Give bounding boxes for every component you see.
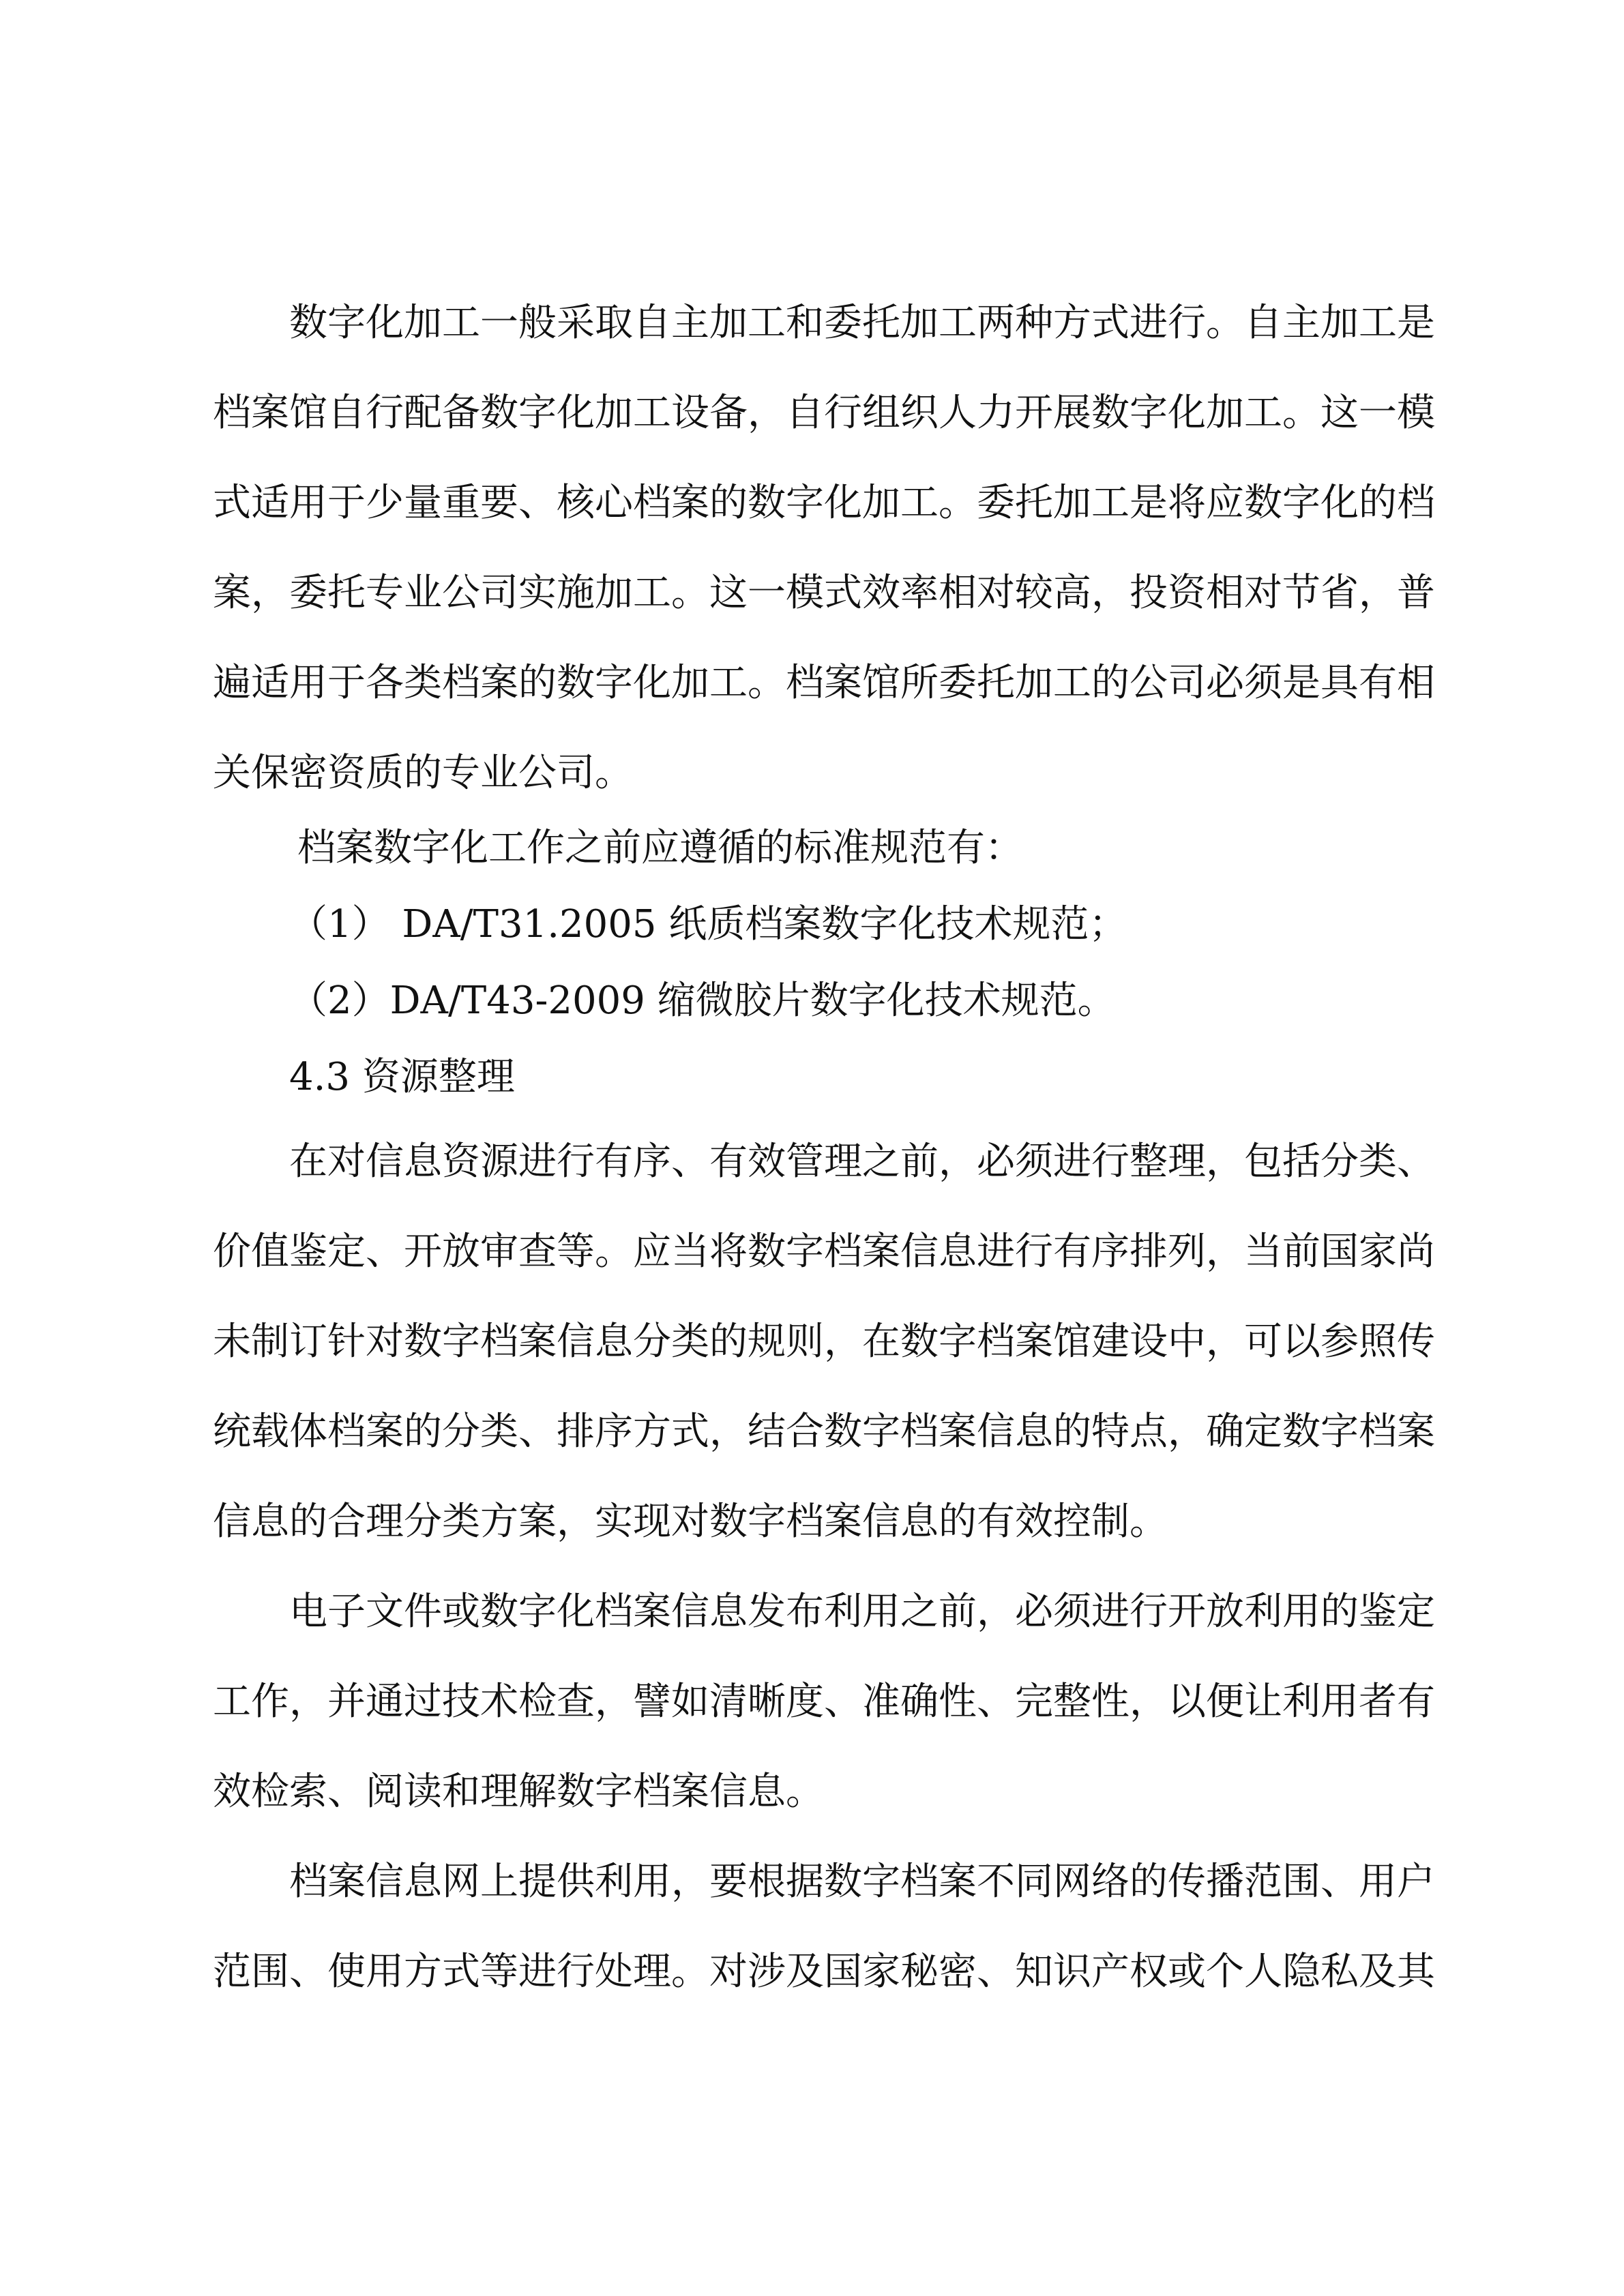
standard-item-1: （1） DA/T31.2005 纸质档案数字化技术规范； — [289, 902, 1127, 946]
standard-item-2: （2）DA/T43-2009 缩微胶片数字化技术规范。 — [289, 979, 1116, 1023]
paragraph-7-line-1: 档案信息网上提供利用，要根据数字档案不同网络的传播范围、用户 — [289, 1860, 1435, 1904]
paragraph-5-line-1: 在对信息资源进行有序、有效管理之前，必须进行整理，包括分类、 — [289, 1139, 1435, 1184]
paragraph-1-line-4: 案，委托专业公司实施加工。这一模式效率相对较高，投资相对节省，普 — [213, 571, 1435, 615]
paragraph-1-line-1: 数字化加工一般采取自主加工和委托加工两种方式进行。自主加工是 — [289, 301, 1435, 345]
paragraph-6-line-2: 工作，并通过技术检查，譬如清晰度、准确性、完整性，以便让利用者有 — [213, 1680, 1435, 1724]
paragraph-6-line-3: 效检索、阅读和理解数字档案信息。 — [213, 1770, 824, 1814]
paragraph-5-line-5: 信息的合理分类方案，实现对数字档案信息的有效控制。 — [213, 1500, 1168, 1544]
paragraph-7-line-2: 范围、使用方式等进行处理。对涉及国家秘密、知识产权或个人隐私及其 — [213, 1950, 1435, 1994]
paragraph-5-line-2: 价值鉴定、开放审查等。应当将数字档案信息进行有序排列，当前国家尚 — [213, 1229, 1435, 1274]
paragraph-5-line-4: 统载体档案的分类、排序方式，结合数字档案信息的特点，确定数字档案 — [213, 1410, 1435, 1454]
paragraph-6-line-1: 电子文件或数字化档案信息发布利用之前，必须进行开放利用的鉴定 — [289, 1590, 1435, 1634]
paragraph-1-line-5: 遍适用于各类档案的数字化加工。档案馆所委托加工的公司必须是具有相 — [213, 661, 1435, 705]
paragraph-5-line-3: 未制订针对数字档案信息分类的规则，在数字档案馆建设中，可以参照传 — [213, 1320, 1435, 1364]
paragraph-2-line-1: 档案数字化工作之前应遵循的标准规范有： — [297, 826, 1023, 870]
paragraph-1-line-2: 档案馆自行配备数字化加工设备，自行组织人力开展数字化加工。这一模 — [213, 391, 1435, 435]
paragraph-1-line-6: 关保密资质的专业公司。 — [213, 751, 633, 795]
paragraph-1-line-3: 式适用于少量重要、核心档案的数字化加工。委托加工是将应数字化的档 — [213, 481, 1435, 525]
section-heading-4-3: 4.3 资源整理 — [289, 1055, 515, 1099]
